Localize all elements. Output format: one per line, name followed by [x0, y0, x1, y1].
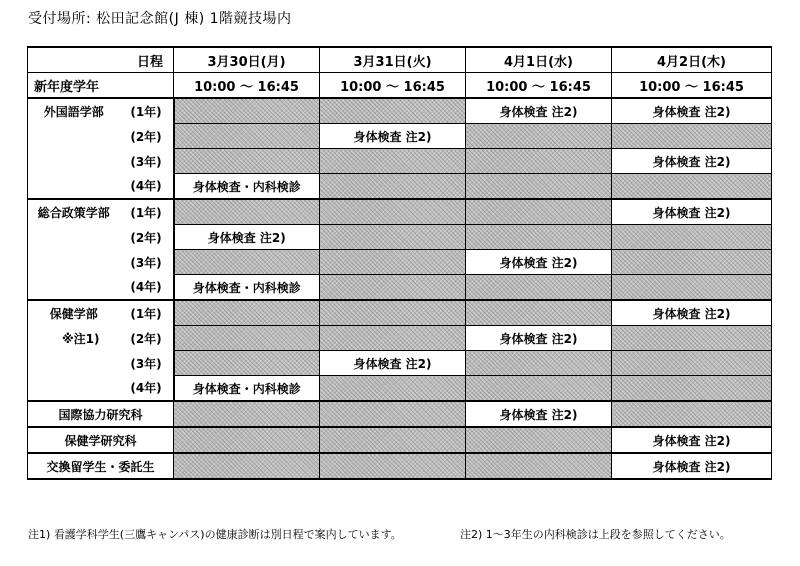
exam-slot-label: 身体検査・内科検診 — [192, 381, 301, 396]
unavailable-slot — [466, 376, 612, 402]
department-name: 外国語学部 — [28, 98, 120, 124]
date-header: 3月31日(火) — [320, 47, 466, 73]
unavailable-slot — [466, 174, 612, 200]
exam-slot-label: 身体検査・内科検診 — [192, 179, 301, 194]
unavailable-slot — [320, 149, 466, 174]
unavailable-slot — [320, 376, 466, 402]
unavailable-slot — [174, 401, 320, 427]
exam-slot — [174, 174, 320, 200]
department-name: 保健学部 — [28, 300, 120, 326]
grade-label: (1年) — [120, 300, 174, 326]
unavailable-slot — [466, 199, 612, 225]
unavailable-slot — [612, 225, 772, 250]
exam-slot-label: 身体検査 注2) — [353, 129, 432, 144]
unavailable-slot — [174, 326, 320, 351]
unavailable-slot — [612, 275, 772, 301]
unavailable-slot — [320, 275, 466, 301]
exam-slot-label: 身体検査 注2) — [652, 459, 731, 474]
department-spacer — [28, 174, 120, 200]
department-spacer — [28, 351, 120, 376]
time-header: 10:00 〜 16:45 — [174, 73, 320, 99]
exam-slot — [320, 351, 466, 376]
exam-slot — [612, 149, 772, 174]
grade-label: (1年) — [120, 199, 174, 225]
corner-schedule-label: 日程 — [28, 47, 174, 73]
unavailable-slot — [320, 427, 466, 453]
exam-slot-label: 身体検査 注2) — [652, 306, 731, 321]
table-row — [28, 174, 772, 200]
footnote-2: 注2) 1〜3年生の内科検診は上段を参照してください。 — [460, 528, 731, 541]
exam-slot-label: 身体検査 注2) — [652, 205, 731, 220]
graduate-program-name: 交換留学生・委託生 — [28, 453, 174, 479]
exam-slot — [466, 401, 612, 427]
table-row — [28, 250, 772, 275]
department-name: 総合政策学部 — [28, 199, 120, 225]
time-header: 10:00 〜 16:45 — [612, 73, 772, 99]
unavailable-slot — [174, 149, 320, 174]
time-header: 10:00 〜 16:45 — [466, 73, 612, 99]
unavailable-slot — [612, 351, 772, 376]
exam-slot-label: 身体検査 注2) — [652, 433, 731, 448]
grade-label: (1年) — [120, 98, 174, 124]
grade-label: (3年) — [120, 351, 174, 376]
unavailable-slot — [466, 124, 612, 149]
grade-label: (4年) — [120, 376, 174, 402]
department-spacer — [28, 225, 120, 250]
table-row — [28, 453, 772, 479]
unavailable-slot — [320, 453, 466, 479]
unavailable-slot — [612, 250, 772, 275]
exam-slot — [466, 326, 612, 351]
table-row — [28, 124, 772, 149]
unavailable-slot — [612, 376, 772, 402]
exam-slot — [612, 427, 772, 453]
unavailable-slot — [466, 351, 612, 376]
unavailable-slot — [174, 427, 320, 453]
unavailable-slot — [174, 250, 320, 275]
grade-label: (2年) — [120, 124, 174, 149]
unavailable-slot — [174, 98, 320, 124]
grade-label: (2年) — [120, 225, 174, 250]
exam-slot — [174, 376, 320, 402]
exam-slot-label: 身体検査 注2) — [499, 407, 578, 422]
unavailable-slot — [320, 98, 466, 124]
unavailable-slot — [320, 225, 466, 250]
unavailable-slot — [320, 250, 466, 275]
unavailable-slot — [612, 326, 772, 351]
unavailable-slot — [320, 174, 466, 200]
grade-label: (3年) — [120, 149, 174, 174]
unavailable-slot — [466, 427, 612, 453]
department-spacer — [28, 149, 120, 174]
venue-label: 受付場所: 松田記念館(J 棟) 1階競技場内 — [28, 11, 292, 27]
unavailable-slot — [612, 401, 772, 427]
table-row — [28, 427, 772, 453]
department-spacer — [28, 376, 120, 402]
exam-slot — [466, 98, 612, 124]
graduate-program-name: 国際協力研究科 — [28, 401, 174, 427]
department-note: ※注1) — [28, 326, 120, 351]
exam-slot-label: 身体検査 注2) — [652, 154, 731, 169]
unavailable-slot — [174, 124, 320, 149]
table-row — [28, 225, 772, 250]
exam-slot — [612, 300, 772, 326]
unavailable-slot — [466, 149, 612, 174]
table-row — [28, 351, 772, 376]
unavailable-slot — [466, 300, 612, 326]
table-row — [28, 199, 772, 225]
table-row — [28, 149, 772, 174]
footnote-1: 注1) 看護学科学生(三鷹キャンパス)の健康診断は別日程で案内しています。 — [28, 528, 402, 541]
exam-slot — [612, 98, 772, 124]
unavailable-slot — [174, 453, 320, 479]
graduate-program-name: 保健学研究科 — [28, 427, 174, 453]
unavailable-slot — [320, 326, 466, 351]
date-header: 4月2日(木) — [612, 47, 772, 73]
grade-label: (3年) — [120, 250, 174, 275]
unavailable-slot — [320, 300, 466, 326]
corner-grade-label: 新年度学年 — [28, 73, 174, 99]
department-spacer — [28, 250, 120, 275]
grade-label: (4年) — [120, 174, 174, 200]
unavailable-slot — [612, 124, 772, 149]
exam-slot — [466, 250, 612, 275]
table-row — [28, 326, 772, 351]
exam-slot-label: 身体検査 注2) — [353, 356, 432, 371]
schedule-table — [27, 46, 772, 480]
unavailable-slot — [174, 351, 320, 376]
exam-slot — [320, 124, 466, 149]
unavailable-slot — [174, 300, 320, 326]
table-row — [28, 300, 772, 326]
exam-slot-label: 身体検査 注2) — [499, 255, 578, 270]
unavailable-slot — [466, 225, 612, 250]
date-header: 3月30日(月) — [174, 47, 320, 73]
table-row — [28, 376, 772, 402]
exam-slot — [174, 275, 320, 301]
date-header: 4月1日(水) — [466, 47, 612, 73]
unavailable-slot — [466, 275, 612, 301]
exam-slot-label: 身体検査・内科検診 — [192, 280, 301, 295]
table-row — [28, 98, 772, 124]
unavailable-slot — [174, 199, 320, 225]
exam-slot-label: 身体検査 注2) — [652, 104, 731, 119]
exam-slot — [612, 199, 772, 225]
grade-label: (2年) — [120, 326, 174, 351]
unavailable-slot — [320, 401, 466, 427]
unavailable-slot — [320, 199, 466, 225]
department-spacer — [28, 124, 120, 149]
exam-slot — [612, 453, 772, 479]
exam-slot-label: 身体検査 注2) — [499, 104, 578, 119]
table-row — [28, 401, 772, 427]
table-row — [28, 275, 772, 301]
unavailable-slot — [612, 174, 772, 200]
unavailable-slot — [466, 453, 612, 479]
time-header: 10:00 〜 16:45 — [320, 73, 466, 99]
grade-label: (4年) — [120, 275, 174, 301]
exam-slot — [174, 225, 320, 250]
exam-slot-label: 身体検査 注2) — [207, 230, 286, 245]
department-spacer — [28, 275, 120, 301]
exam-slot-label: 身体検査 注2) — [499, 331, 578, 346]
